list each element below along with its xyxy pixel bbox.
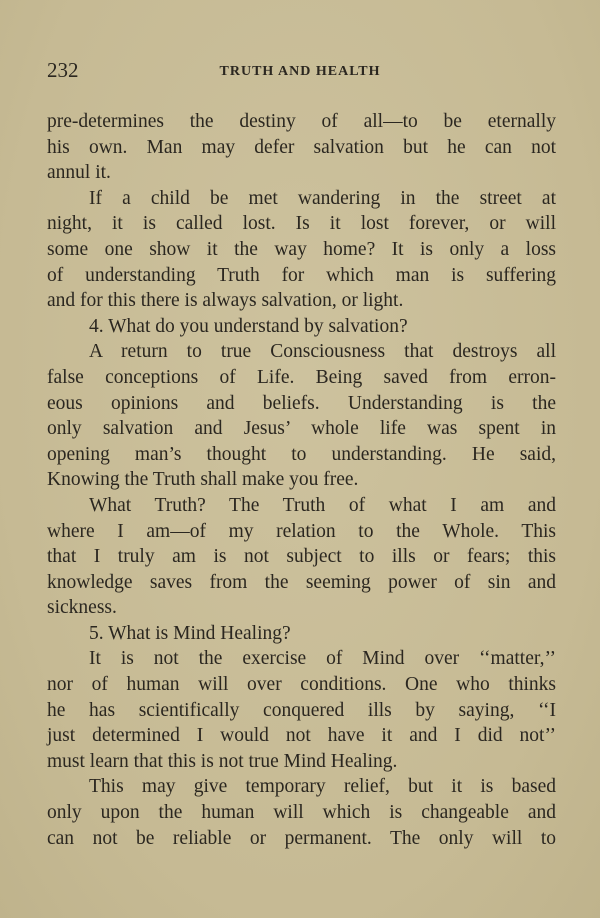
text-line: pre-determines the destiny of all—to be eternally [47,111,556,132]
text-line: only salvation and Jesus’ whole life was spent in [47,418,556,440]
page-body-text [47,109,556,851]
text-line: can not be reliable or permanent. The only will to [47,827,556,849]
text-line: of understanding Truth for which man is suffering [47,264,556,286]
text-line: annul it. [47,162,111,184]
text-line: night, it is called lost. Is it lost forever, or will [47,213,556,235]
text-line: false conceptions of Life. Being saved from erron- [47,366,556,388]
text-line: A return to true Consciousness that destroys all [89,341,556,363]
text-line: and for this there is always salvation, or light. [47,290,404,312]
text-line: nor of human will over conditions. One who thinks [47,674,556,696]
text-line: 4. What do you understand by salvation? [89,315,408,337]
text-line: must learn that this is not true Mind Healing. [47,750,398,772]
text-line: If a child be met wandering in the street at [89,187,556,209]
text-line: knowledge saves from the seeming power of sin and [47,571,556,593]
text-line: only upon the human will which is changeable and [47,802,556,824]
text-line: some one show it the way home? It is only a loss [47,238,556,260]
text-line: where I am—of my relation to the Whole. This [47,520,556,542]
text-line: What Truth? The Truth of what I am and [89,494,556,516]
text-line: his own. Man may defer salvation but he can not [47,136,556,158]
text-line: eous opinions and beliefs. Understanding is the [47,392,556,414]
text-line: 5. What is Mind Healing? [89,622,291,644]
text-line: just determined I would not have it and I did not’’ [47,725,556,747]
text-line: Knowing the Truth shall make you free. [47,469,359,491]
text-line: This may give temporary relief, but it is based [89,776,556,798]
text-line: opening man’s thought to understanding. He said, [47,443,556,465]
text-line: sickness. [47,597,117,619]
text-line: he has scientifically conquered ills by saying, ‘‘I [47,699,556,721]
running-title: TRUTH AND HEALTH [219,64,381,79]
text-line: It is not the exercise of Mind over ‘‘matter,’’ [89,648,556,670]
text-line: that I truly am is not subject to ills or fears; this [47,546,556,568]
page-number: 232 [47,58,79,82]
